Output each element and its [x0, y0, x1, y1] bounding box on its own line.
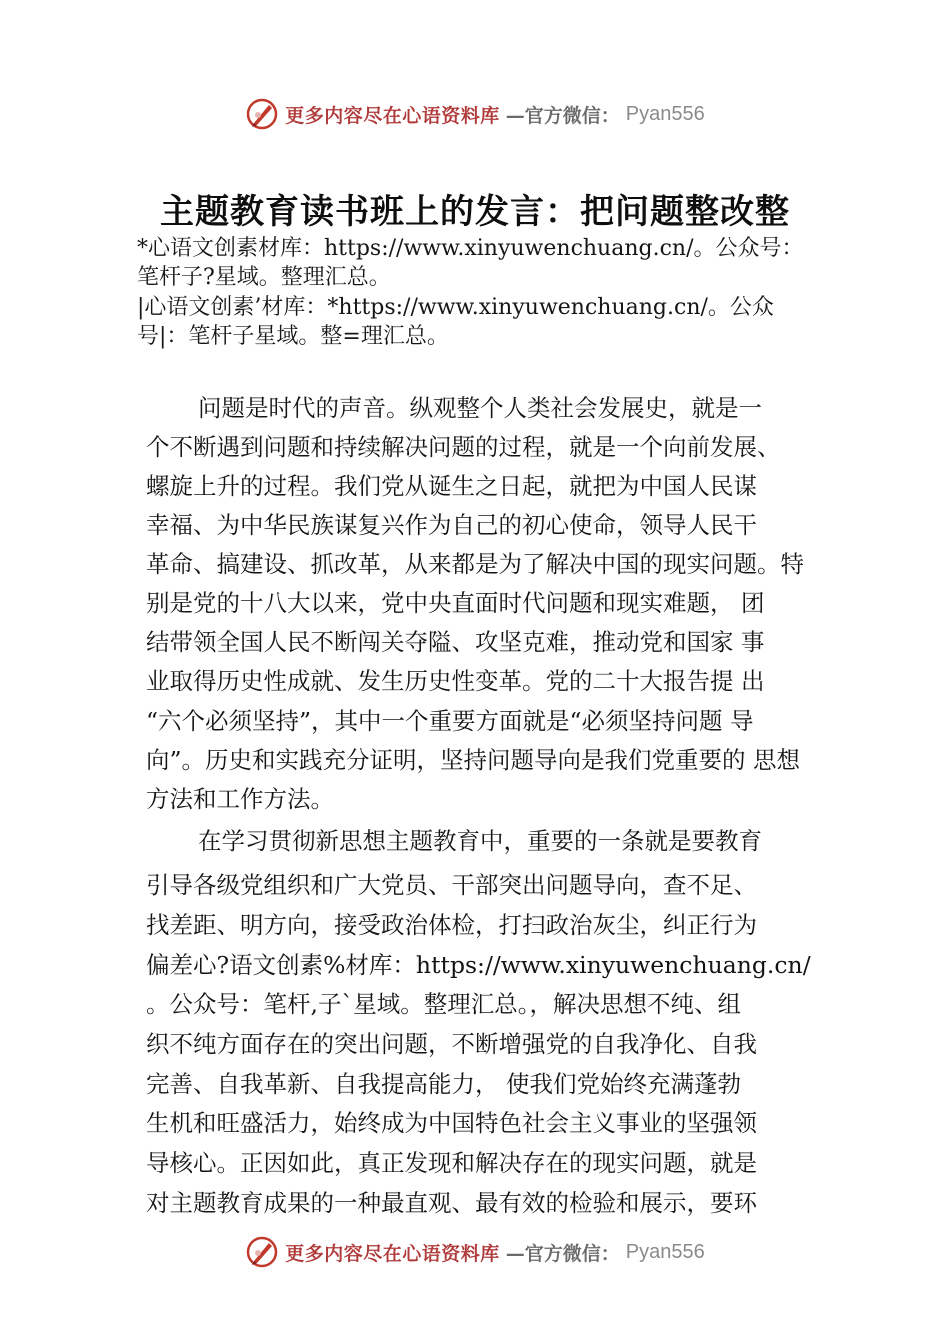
body-line: 问题是时代的声音。纵观整个人类社会发展史，就是一 — [198, 394, 762, 422]
body-line: 偏差心?语文创素%材库：https://www.xinyuwenchuang.cn/ — [146, 951, 811, 979]
body-line: 别是党的十八大以来，党中央直面时代问题和现实难题， 团 — [146, 589, 765, 617]
watermark-wechat-id: Pyan556 — [625, 1240, 705, 1263]
body-line: 螺旋上升的过程。我们党从诞生之日起，就把为中国人民谋 — [146, 472, 757, 500]
body-line: 向”。历史和实践充分证明，坚持问题导向是我们党重要的 思想 — [146, 746, 800, 774]
source-note-line: 笔杆子?星域。整理汇总。 — [137, 265, 391, 290]
watermark-dash: —官方微信： — [505, 104, 620, 127]
source-note-2 — [137, 293, 857, 351]
pen-logo-icon — [245, 1235, 279, 1269]
body-line: 在学习贯彻新思想主题教育中，重要的一条就是要教育 — [198, 827, 762, 855]
watermark-text: 更多内容尽在心语资料库 — [285, 104, 500, 127]
watermark-text: 更多内容尽在心语资料库 — [285, 1242, 500, 1265]
body-line: 结带领全国人民不断闯关夺隘、攻坚克难，推动党和国家 事 — [146, 628, 765, 656]
pen-logo-icon — [245, 97, 279, 131]
body-line: 完善、自我革新、自我提高能力， 使我们党始终充满蓬勃 — [146, 1070, 741, 1098]
source-note-line: 号|：笔杆子星域。整=理汇总。 — [137, 324, 449, 349]
document-title: 主题教育读书班上的发言：把问题整改整 — [160, 192, 790, 232]
header-watermark — [0, 94, 950, 134]
body-line: 业取得历史性成就、发生历史性变革。党的二十大报告提 出 — [146, 667, 765, 695]
body-line: 找差距、明方向，接受政治体检，打扫政治灰尘，纠正行为 — [146, 911, 757, 939]
footer-watermark — [0, 1232, 950, 1272]
source-note-1 — [137, 234, 857, 292]
body-line: 对主题教育成果的一种最直观、最有效的检验和展示，要环 — [146, 1189, 757, 1217]
body-line: 个不断遇到问题和持续解决问题的过程，就是一个向前发展、 — [146, 433, 781, 461]
body-line: 引导各级党组织和广大党员、干部突出问题导向，查不足、 — [146, 871, 757, 899]
watermark-wechat-id: Pyan556 — [625, 102, 705, 125]
body-line: 。公众号：笔杆,子`星域。整理汇总。，解决思想不纯、组 — [146, 990, 741, 1018]
source-note-line: |心语文创素’材库：*https://www.xinyuwenchuang.cn/。公众 — [137, 295, 774, 320]
watermark-dash: —官方微信： — [505, 1242, 620, 1265]
source-note-line: *心语文创素材库：https://www.xinyuwenchuang.cn/。公众号： — [137, 236, 804, 261]
body-line: “六个必须坚持”，其中一个重要方面就是“必须坚持问题 导 — [146, 707, 754, 735]
body-line: 幸福、为中华民族谋复兴作为自己的初心使命，领导人民干 — [146, 511, 757, 539]
body-line: 织不纯方面存在的突出问题，不断增强党的自我净化、自我 — [146, 1030, 757, 1058]
body-line: 革命、搞建设、抓改革，从来都是为了解决中国的现实问题。特 — [146, 550, 804, 578]
body-line: 生机和旺盛活力，始终成为中国特色社会主义事业的坚强领 — [146, 1109, 757, 1137]
body-line: 方法和工作方法。 — [146, 785, 334, 813]
body-line: 导核心。正因如此，真正发现和解决存在的现实问题，就是 — [146, 1149, 757, 1177]
